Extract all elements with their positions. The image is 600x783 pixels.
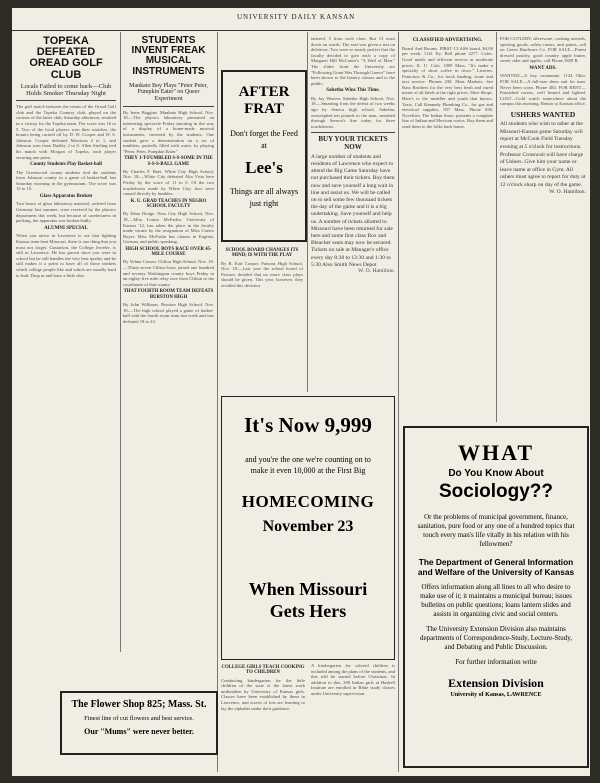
sociology-ad — [403, 426, 589, 768]
sociology-body3: The University Extension Division also maintains departments of Correspondence-Study, Lecture-Study, and Debating and Public Discussion. — [419, 625, 573, 651]
ushers-signature: W. O. Hamilton. — [549, 188, 586, 195]
column-rule — [307, 32, 308, 392]
sociology-body1: Or the problems of municipal government, finance, sanitation, pure food or any one of a hundred topics that touch every man's life vitally in his relation with his fellowmen? — [417, 513, 575, 548]
fumble-body: By Charles F. Baer. White City High School, Nov. 18.—White City defeated Alta Vista here Friday by the score of 11 to 0. Of the two touchdowns made by White City, four were caused directly by fumbles. — [123, 168, 214, 197]
kindergarten-body: A kindergarten for colored children is included among the plans of the students, and this will be started before Christmas. In addition to this, 200 Indian girls at Haskell Institute are enrolled in Bible study classes under University supervision. — [311, 663, 395, 696]
column-rule — [217, 32, 218, 772]
instruments-article — [123, 36, 214, 656]
column-rule — [120, 32, 121, 652]
race-subhead: HIGH SCHOOL BOYS RACE OVER 45-MILE COURSE — [125, 246, 212, 258]
golf-subhead: Locals Failed to come back—Club Holds Smoker Thursday Night — [20, 82, 112, 98]
instruments-body: By Irene Baggins. Mankato High School, Nov. 18.—The physics laboratory presented an interesting spectacle Friday morning in the way of a display of a home-made musical instruments, invented by the students. One student gave a demonstration on a set of tumblers, partially filled with water, by playing "Peter, Peter, Pumpkin Eater." — [123, 109, 214, 154]
sabetha-article — [311, 36, 395, 391]
sociology-title: Sociology?? — [439, 481, 553, 502]
after-frat-body: Don't forget the Feed at — [230, 129, 298, 150]
homecoming-slogan: When Missouri Gets Hers — [248, 579, 368, 621]
col4-top-body: tattered, 5 from each class. But 13 must down on words. The seal was given a test on deletions. Two were so nearly perfect that the faculty decided to give each a copy of Margaret Hill McCarter's "A Wall of Men." The slides front the University are "Following Grant Was Through Greece" have been shown to the history classes and to the public. — [311, 36, 395, 86]
sociology-body2: Offers information along all lines to all who desire to make use of it; it maintains a municipal bureau; issues bulletins on public questions; loans lantern slides and assists in organizing civic and social centers. — [420, 583, 572, 618]
fourth-room-body: By John Williams. Burston High School, Nov. 18.—The high school played a game of basket-ball with the fourth room team last week and was defeated 18 to 23. — [123, 301, 214, 324]
want-ads-body: WANTED—A boy roommate, 1124 Ohio. FOR SALE—A full-size dress suit for man. Never been worn. Phone 483. FOR RENT—Furnished rooms, well heated and lighted. LOST—Gold watch somewhere about the campus this morning. Return to Kansan office. — [500, 73, 586, 107]
golf-article — [16, 36, 116, 656]
homecoming-title: HOMECOMING — [241, 492, 375, 511]
basketball-subhead: County Students Play Basket-ball — [30, 162, 102, 168]
want-ads — [500, 36, 586, 421]
homecoming-ad — [221, 396, 395, 660]
grad-subhead: K. U. GRAD TEACHES IN NEGRO SCHOOL FACULTY — [130, 198, 207, 210]
instruments-subhead: Mankato Boy Plays "Peter Peter, Pumpkin Eater" on Queer Experiment — [129, 82, 208, 102]
ushers-body: All students who wish to usher at the Missouri-Kansas game Saturday will report at McCook Field Tuesday evening at 5 o'clock for instructions. Professor Crosswait will have charge of Ushers. Give him your name or leave name at office in Gym. All ushers must agree to report for duty at 12 o'clock sharp on day of the game. — [500, 121, 586, 189]
sabetha-body: By Jay Weaver. Sabetha High School, Nov. 18.—Smarting from the defeat of two weeks ago by Seneca high school, Sabetha, outweighed ten pounds to the man, smashed through Seneca's line today for three touchdowns. — [311, 95, 395, 129]
sabetha-subhead: Sabetha Wins This Time. — [326, 88, 380, 94]
homecoming-date: November 23 — [262, 518, 354, 535]
basketball-body: The Greenwood county students tied the students from Johnson county in a game of basket-ball last Saturday morning in the gymnasium. The score was 10 to 10. — [16, 169, 116, 192]
school-board-head: SCHOOL BOARD CHANGES ITS MIND; IS WITH THE PLAY — [225, 248, 299, 259]
sociology-what: WHAT — [457, 440, 535, 465]
flower-shop-mums: Our "Mums" were never better. — [84, 727, 194, 736]
golf-headline: TOPEKA DEFEATED OREAD GOLF CLUB — [29, 36, 103, 81]
alumni-body: When you arrive in Lawrence to see that fighting Kansas team beat Missouri, there is one thing that you must not forget. Gustafson, the College Jeweler, is still in Lawrence. He has grown since you were in school but he still handles the very best quality and he still makes it a point to have all of those trinkets which college people like and which are usually hard to find. Drop in and have a little chat. — [16, 233, 116, 278]
school-board-body: By R. Earl Cooper. Parsons High School, Nov. 18.—Last year the school board of Parsons decided that no more class plays should be given. This year, however, they recalled this decision. — [221, 260, 303, 288]
want-ads-head: WANT ADS. — [529, 65, 557, 71]
cooking-body: Conducting kindergarten for the little children of the state is the latest work undertaken by University of Kansas girls. Classes have been established by them in Lawrence, and scores of tots are learning to lay the alphabet under their guidance. — [221, 677, 305, 711]
fourth-room-subhead: THAT FOURTH ROOM TEAM DEFEATS BURSTON HIGH — [123, 289, 214, 300]
sociology-know: Do You Know About — [448, 468, 544, 479]
ushers-head: USHERS WANTED — [510, 110, 576, 120]
tickets-body: A large number of students and residents of Lawrence who expect to attend the Big Game Saturday have not purchased their tickets. Buy them now and save yourself a long wait in line and assist us. We will be called on to sell some few thousand tickets the day of the game and it is a big undertaking. Save yourself and help us. A number of tickets allotted to Missouri have been returned for sale here and some first class Box and Bleacher seats may now be secured. Tickets on sale at Manager's office every day 8:30 to 12:30 and 1:30 to 5:30 Also Smith News Depot — [311, 153, 395, 268]
sociology-body4: For further information write — [455, 658, 537, 666]
after-frat-name: Lee's — [245, 158, 283, 177]
school-board-article — [221, 246, 303, 391]
flower-shop-line: Finest line of cut flowers and best service. — [84, 715, 194, 722]
tickets-signature: W. O. Hamilton. — [358, 268, 395, 275]
masthead — [12, 8, 590, 31]
cutlery-ad: FOR CUTLERY, silverware, cooking utensils, sporting goods, safety razors, and paints, call on Green Hardware Co. FOR SALE—Finest dressed poultry, good country apple butter, sweet cider and apples, call Phone 3839 R. — [500, 36, 586, 64]
cooking-article — [221, 663, 305, 773]
flower-shop-ad — [60, 691, 218, 755]
column-rule — [496, 32, 497, 422]
fumble-subhead: THEY J-T-FUMBLED S-S-SOME IN THE S-S-S-BALL GAME — [124, 156, 213, 167]
kindergarten-article — [311, 663, 395, 773]
classified-body: Board And Rooms. FIRST CLASS board, $4.00 per week; 1141 Ky. Bell phone 2277. Cafes. Good meals and efficient service at moderate prices. K. U. Cafe, 1009 Mass. "It's make a specialty of short coffee in town." Liveries. Francisco & Co., for truck hauling, stone and taxi service. Phones 438. Meat Markets. See Bass Brothers for the very best fresh and cured meats of all kinds at the right prices. Shoe Shops. Here's to the meddler and youth that knows. Taxis. Call Kennedy Plumbing Co., for gas and electrical supplies, 937 Mass. Phone 658. Novelties. The Indian Store, presents a complete line of Indian and Mexican curios. Buy them and send them to the folks back home. — [402, 45, 493, 130]
classified-head: CLASSIFIED ADVERTISING. — [412, 37, 483, 43]
newspaper-page — [12, 8, 590, 776]
golf-body: The golf match between the teams of the Oread Golf club and the Topeka Country club, played on the courses of the latter club, Saturday afternoon, resulted in a victory for the Topeka team. The score was 16 to 5. Two of the local players won their matches, the honors being carried off by D. W. Cooper and W. S. Johnson. Cooper defeated Morrison 2 to 1, and Johnson won from Dudley 2 to 0. Allen Sterling tied his match with Morgan of Topeka, each player securing one point. — [16, 104, 116, 160]
homecoming-text: and you're the one we're counting on to make it even 10,000 at the First Big — [245, 455, 371, 475]
after-frat-line1: AFTER — [238, 84, 290, 100]
sociology-address: University of Kansas, LAWRENCE — [450, 692, 542, 698]
glass-subhead: Glass Apparatus Broken — [39, 193, 93, 199]
column-rule — [398, 32, 399, 772]
alumni-subhead: ALUMNI SPECIAL — [44, 225, 88, 231]
cooking-head: COLLEGE GIRLS TEACH COOKING TO CHILDREN — [221, 665, 305, 676]
homecoming-count: It's Now 9,999 — [244, 413, 372, 437]
masthead-title: UNIVERSITY DAILY KANSAN — [237, 13, 356, 21]
glass-body: Two boxes of glass laboratory material, ordered from Germany last summer, were received by the physics department this week, but because of carelessness in packing, the apparatus was broken badly. — [16, 201, 116, 224]
tickets-headline: BUY YOUR TICKETS NOW — [318, 135, 388, 152]
sociology-dept: The Department of General Information and Welfare of the University of Kansas — [417, 557, 575, 577]
classified-ads — [402, 36, 493, 421]
after-frat-tag: Things are all always just right — [229, 187, 299, 208]
after-frat-line2: FRAT — [244, 101, 284, 117]
race-body: By Velma Carson. Clifton High School, Nov. 18.—Thirty-seven Clifton boys joined one hundred and seventy Washington county boys Friday in an eighty-five mile relay race from Clifton to the courthouse of that county. — [123, 259, 214, 287]
instruments-headline: STUDENTS INVENT FREAK MUSICAL INSTRUMENTS — [131, 36, 206, 77]
after-frat-ad — [221, 70, 307, 242]
sociology-signature: Extension Division — [448, 676, 544, 690]
flower-shop-title: The Flower Shop 825; Mass. St. — [71, 699, 207, 710]
grad-body: By Edna Dodge. Ness City High School, Nov. 18.—Miss Louise McFarlin, University of Kansas '12, has taken the place in the faculty made vacant by the resignation of Miss Cuerto Boyer. Miss McFarlin has classes in English, German, and public speaking. — [123, 211, 214, 245]
